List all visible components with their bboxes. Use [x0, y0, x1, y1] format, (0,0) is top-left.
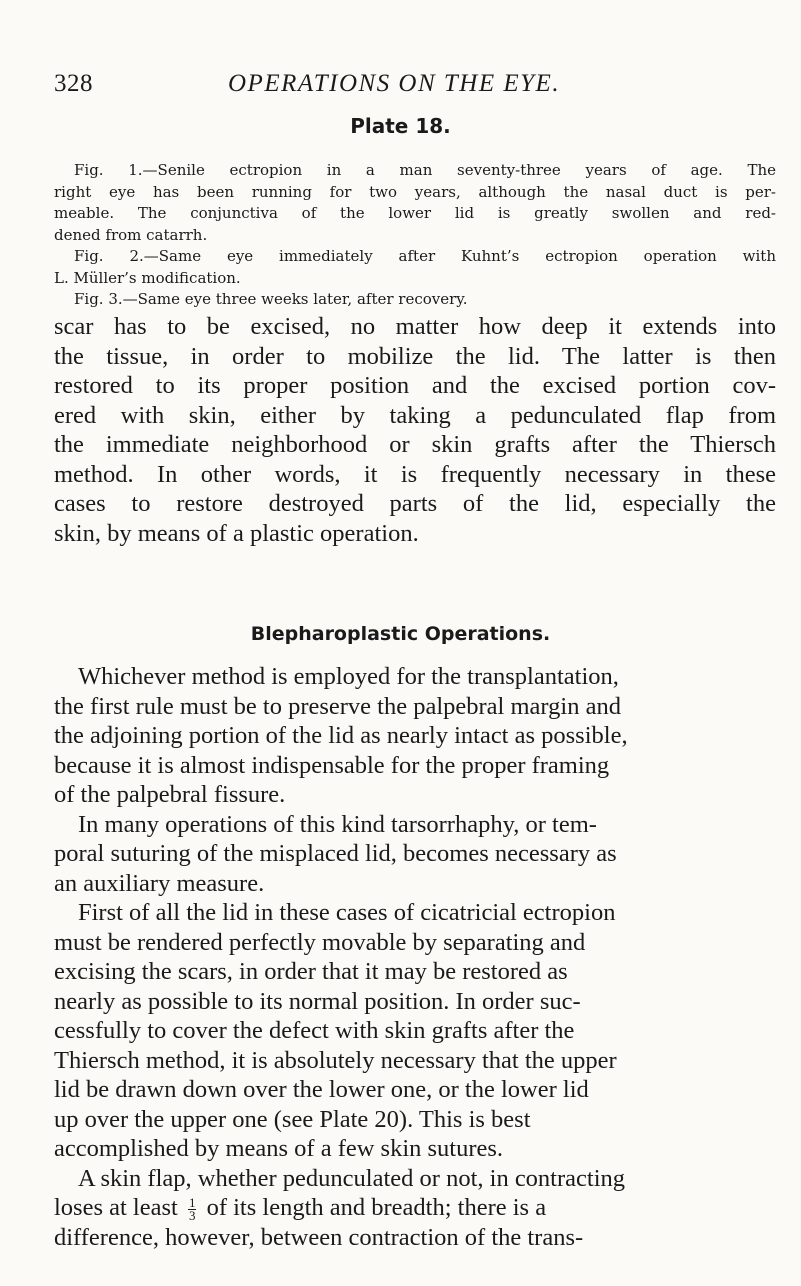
text-line: must be rendered perfectly movable by separating and [54, 928, 586, 956]
running-head [54, 70, 776, 100]
paragraph-continued [54, 312, 776, 548]
text-line: an auxiliary measure. [54, 869, 265, 897]
running-title: OPERATIONS ON THE EYE. [228, 70, 561, 97]
paragraph-blepharoplastic [54, 662, 776, 1252]
text-line: difference, however, between contraction of the trans- [54, 1223, 584, 1251]
text-line: poral suturing of the misplaced lid, becomes necessary as [54, 840, 617, 867]
caption-line: meable. The conjunctiva of the lower lid is greatly swollen and red- [54, 204, 776, 222]
fraction-denominator: 3 [188, 1207, 196, 1223]
text-line: of the palpebral fissure. [54, 781, 286, 808]
text-fragment: of its length and breadth; there is a [206, 1194, 547, 1221]
plate-heading: Plate 18. [350, 114, 451, 138]
text-line: up over the upper one (see Plate 20). This is best [54, 1105, 531, 1133]
text-line: method. In other words, it is frequently necessary in these [54, 460, 776, 488]
text-line: scar has to be excised, no matter how deep it extends into [54, 313, 776, 340]
caption-line: Fig. 1.—Senile ectropion in a man seventy-three years of age. The [74, 161, 776, 179]
text-line: accomplished by means of a few skin sutures. [54, 1135, 504, 1162]
text-line: In many operations of this kind tarsorrhaphy, or tem- [78, 810, 597, 838]
caption-line: L. Müller’s modification. [54, 268, 241, 287]
text-line: the immediate neighborhood or skin grafts after the Thiersch [54, 431, 776, 458]
text-line: nearly as possible to its normal position. In order suc- [54, 987, 581, 1015]
text-line: Thiersch method, it is absolutely necessary that the upper [54, 1046, 617, 1074]
text-line: cases to restore destroyed parts of the lid, especially the [54, 490, 776, 517]
text-fragment: loses at least [54, 1194, 178, 1221]
section-heading: Blepharoplastic Operations. [250, 623, 551, 645]
text-line-with-fraction [54, 1193, 776, 1223]
text-line: because it is almost indispensable for the proper framing [54, 751, 610, 779]
text-line: cessfully to cover the defect with skin grafts after the [54, 1017, 575, 1044]
text-line: lid be drawn down over the lower one, or the lower lid [54, 1076, 589, 1103]
text-line: skin, by means of a plastic operation. [54, 519, 419, 547]
text-line: restored to its proper position and the excised portion cov- [54, 372, 776, 399]
fraction-numerator: 1 [188, 1194, 196, 1210]
text-line: the tissue, in order to mobilize the lid. The latter is then [54, 342, 776, 370]
fraction-one-third [188, 1194, 197, 1223]
text-line: Whichever method is employed for the transplantation, [78, 663, 619, 690]
text-line: excising the scars, in order that it may be restored as [54, 958, 568, 985]
text-line: First of all the lid in these cases of cicatricial ectropion [78, 899, 616, 926]
text-line: the first rule must be to preserve the palpebral margin and [54, 692, 621, 720]
page-number: 328 [54, 70, 93, 97]
text-line: the adjoining portion of the lid as nearly intact as possible, [54, 722, 628, 749]
text-line: ered with skin, either by taking a pedunculated flap from [54, 401, 776, 429]
caption-line: Fig. 2.—Same eye immediately after Kuhnt’s ectropion operation with [74, 247, 776, 265]
figure-captions [54, 160, 776, 311]
caption-line: Fig. 3.—Same eye three weeks later, after recovery. [74, 290, 468, 308]
caption-line: dened from catarrh. [54, 225, 208, 244]
caption-line: right eye has been running for two years, although the nasal duct is per- [54, 182, 776, 201]
text-line: A skin flap, whether pedunculated or not, in contracting [78, 1164, 626, 1192]
